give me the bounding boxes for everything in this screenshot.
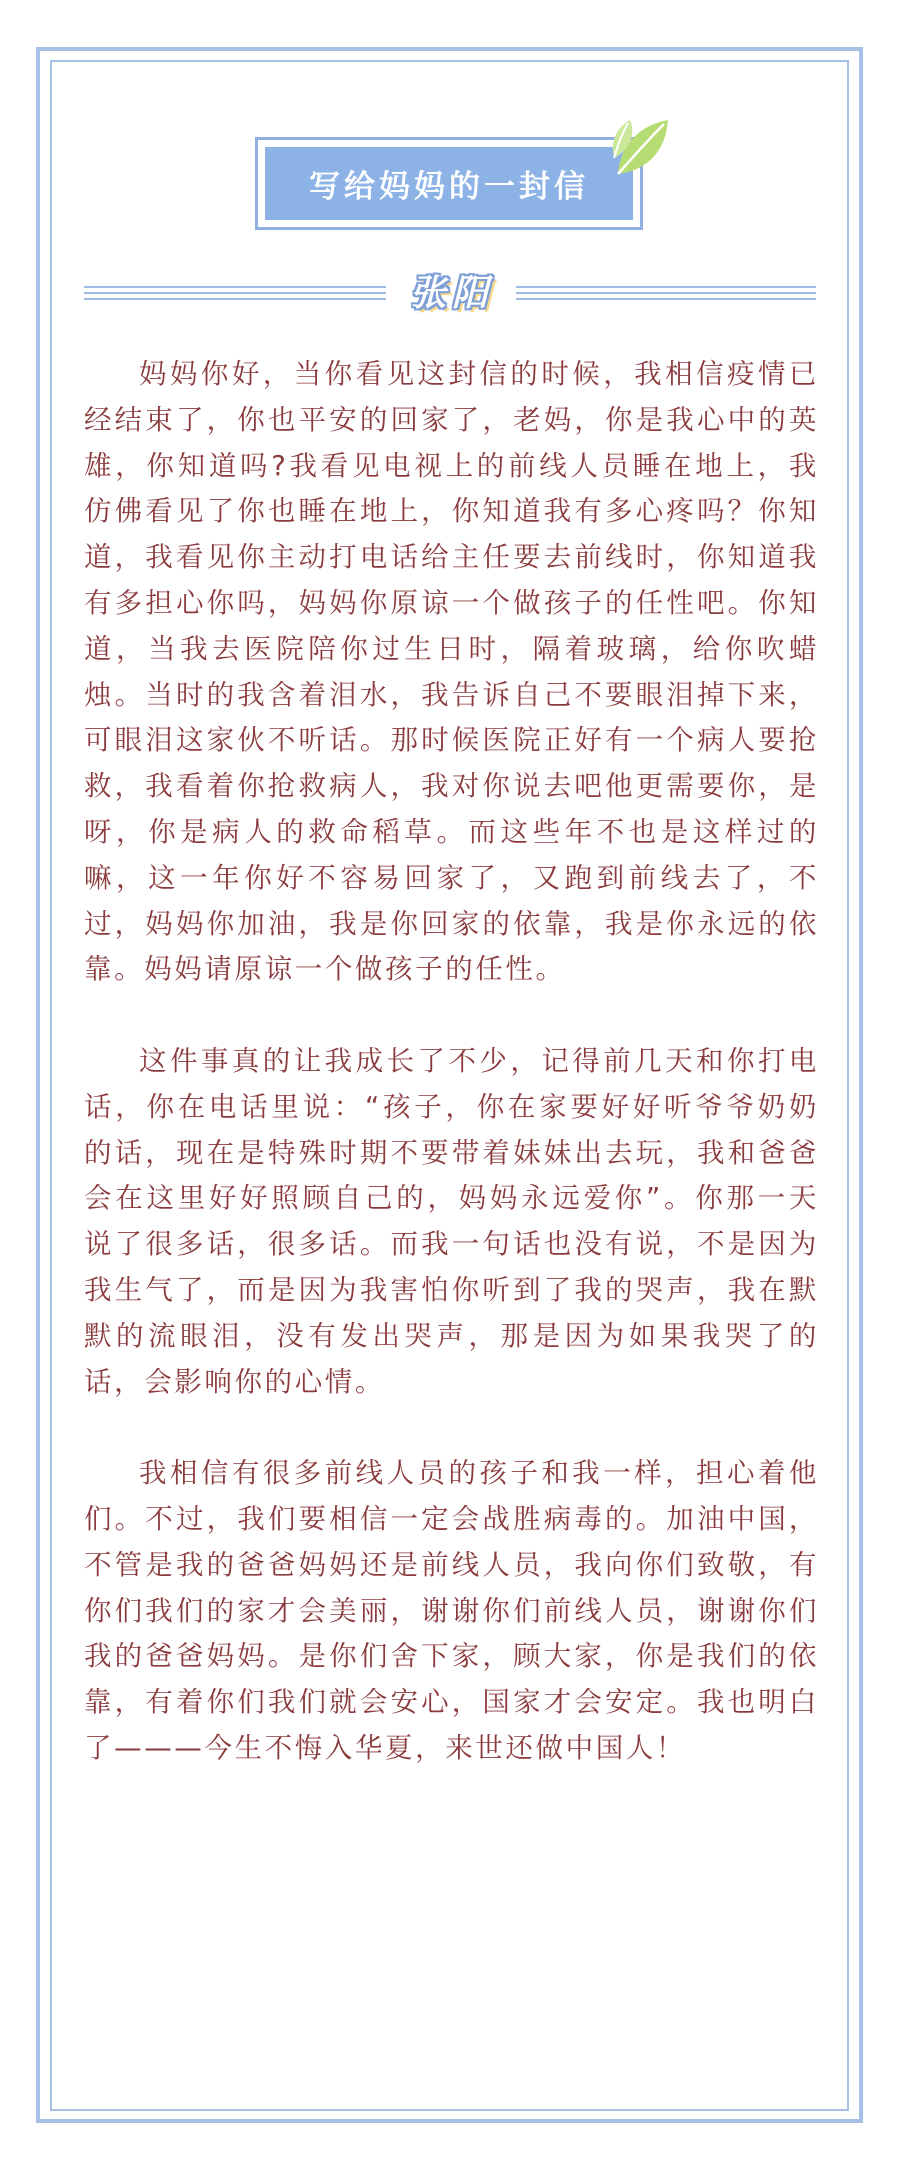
title-banner-fill bbox=[265, 147, 633, 220]
letter-body bbox=[84, 352, 819, 1772]
page-title: 写给妈妈的一封信 bbox=[309, 169, 589, 205]
title-banner bbox=[255, 137, 643, 230]
author-rule-right bbox=[516, 286, 816, 301]
paragraph: 妈妈你好，当你看见这封信的时候，我相信疫情已经结束了，你也平安的回家了，老妈，你是我心中的英雄，你知道吗?我看见电视上的前线人员睡在地上，我仿佛看见了你也睡在地上，你知道我有多心疼吗？你知道，我看见你主动打电话给主任要去前线时，你知道我有多担心你吗，妈妈你原谅一个做孩子的任性吧。你知道，当我去医院陪你过生日时，隔着玻璃，给你吹蜡烛。当时的我含着泪水，我告诉自己不要眼泪掉下来，可眼泪这家伙不听话。那时候医院正好有一个病人要抢救，我看着你抢救病人，我对你说去吧他更需要你，是呀，你是病人的救命稻草。而这些年不也是这样过的嘛，这一年你好不容易回家了，又跑到前线去了，不过，妈妈你加油，我是你回家的依靠，我是你永远的依靠。妈妈请原谅一个做孩子的任性。 bbox=[84, 358, 819, 986]
author-name: 张阳 bbox=[409, 273, 494, 314]
leaf-icon bbox=[606, 114, 676, 184]
paragraph: 我相信有很多前线人员的孩子和我一样，担心着他们。不过，我们要相信一定会战胜病毒的。加油中国，不管是我的爸爸妈妈还是前线人员，我向你们致敬，有你们我们的家才会美丽，谢谢你们前线人员，谢谢你们我的爸爸妈妈。是你们舍下家，顾大家，你是我们的依靠，有着你们我们就会安心，国家才会安定。我也明白了———今生不悔入华夏，来世还做中国人！ bbox=[84, 1457, 819, 1764]
author-rule-left bbox=[84, 286, 386, 301]
paragraph: 这件事真的让我成长了不少，记得前几天和你打电话，你在电话里说：“孩子，你在家要好好听爷爷奶奶的话，现在是特殊时期不要带着妹妹出去玩，我和爸爸会在这里好好照顾自己的，妈妈永远爱你”。你那一天说了很多话，很多话。而我一句话也没有说，不是因为我生气了，而是因为我害怕你听到了我的哭声，我在默默的流眼泪，没有发出哭声，那是因为如果我哭了的话，会影响你的心情。 bbox=[84, 1044, 819, 1398]
